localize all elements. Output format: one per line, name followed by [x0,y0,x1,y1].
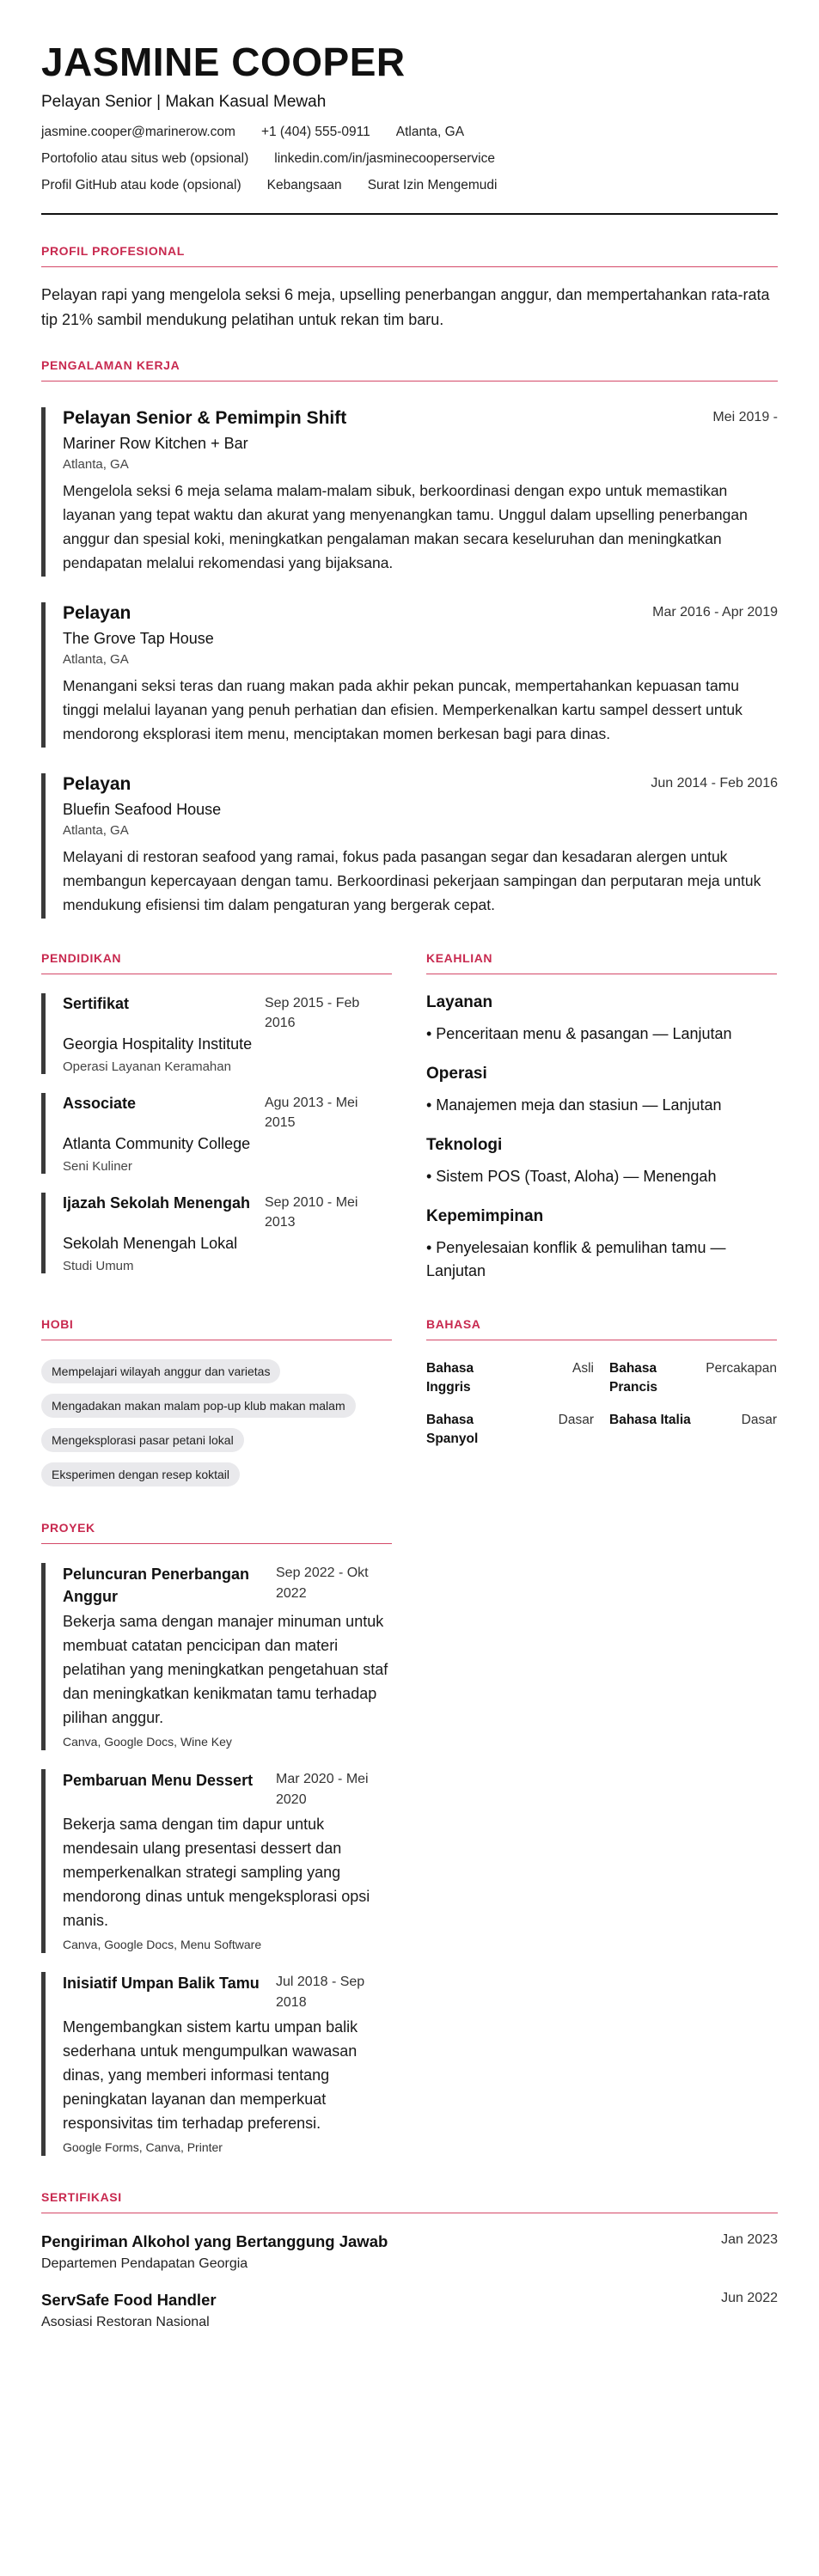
section-title: PROFIL PROFESIONAL [41,244,778,267]
section-title: PENGALAMAN KERJA [41,358,778,382]
certification-name: Pengiriman Alkohol yang Bertanggung Jawab [41,2232,388,2250]
field-of-study: Studi Umum [63,1259,134,1273]
candidate-headline: Pelayan Senior | Makan Kasual Mewah [41,93,327,111]
project-tools: Canva, Google Docs, Wine Key [63,1735,232,1749]
language-item [426,1411,594,1449]
language-list [426,1359,777,1449]
experience-item [41,407,778,577]
skill-item: • Manajemen meja dan stasiun — Lanjutan [426,1096,722,1114]
email-link[interactable]: jasmine.cooper@marinerow.com [41,125,235,139]
skill-item: • Sistem POS (Toast, Aloha) — Menengah [426,1168,717,1185]
certifications-section [41,2190,778,2330]
contact-row [41,150,778,168]
education-dates: Sep 2010 - Mei 2013 [264,1195,358,1230]
experience-section [41,358,778,919]
job-title: Pelayan [63,603,131,623]
degree-title: Associate [63,1095,137,1112]
skill-category-name: Layanan [426,993,493,1011]
section-title: HOBI [41,1317,392,1340]
company-name: Mariner Row Kitchen + Bar [63,435,248,452]
skill-category-name: Kepemimpinan [426,1207,544,1225]
certification-issuer: Departemen Pendapatan Georgia [41,2256,248,2271]
hobby-tag: Mempelajari wilayah anggur dan varietas [41,1359,280,1383]
company-name: The Grove Tap House [63,630,214,647]
skill-category-name: Teknologi [426,1136,503,1154]
language-item [609,1411,777,1449]
contact-row [41,177,778,194]
school-name: Sekolah Menengah Lokal [63,1235,238,1252]
school-name: Georgia Hospitality Institute [63,1035,253,1053]
language-level: Asli [572,1361,594,1376]
skill-item: • Penceritaan menu & pasangan — Lanjutan [426,1025,732,1042]
project-name: Pembaruan Menu Dessert [63,1772,254,1789]
driving-license: Surat Izin Mengemudi [367,178,498,192]
skill-category [426,1207,777,1283]
section-title: PENDIDIKAN [41,951,392,974]
education-dates: Agu 2013 - Mei 2015 [264,1096,358,1130]
language-name: Bahasa Prancis [609,1361,658,1395]
job-location: Atlanta, GA [63,457,129,472]
projects-section [41,1521,392,2156]
language-level: Dasar [741,1413,777,1427]
skill-category [426,993,777,1046]
education-section [41,951,392,1283]
education-skills-row [41,951,778,1283]
company-name: Bluefin Seafood House [63,801,222,818]
portfolio-link[interactable]: Portofolio atau situs web (opsional) [41,151,249,166]
language-name: Bahasa Italia [609,1413,691,1427]
project-tools: Google Forms, Canva, Printer [63,2140,223,2154]
project-description: Mengembangkan sistem kartu umpan balik sederhana untuk mengumpulkan wawasan dinas, yang memberi informasi tentang peningkatan layanan dan memperkuat responsivitas tim terhadap preferensi. [63,2018,358,2132]
project-item [41,1769,392,1953]
project-tools: Canva, Google Docs, Menu Software [63,1938,262,1951]
experience-item [41,773,778,919]
language-level: Dasar [558,1413,594,1427]
job-dates: Jun 2014 - Feb 2016 [651,776,778,791]
language-level: Percakapan [706,1361,777,1376]
experience-item [41,602,778,748]
linkedin-link[interactable]: linkedin.com/in/jasminecooperservice [274,151,495,166]
nationality: Kebangsaan [266,178,342,192]
project-dates: Mar 2020 - Mei 2020 [276,1772,369,1807]
skill-item: • Penyelesaian konflik & pemulihan tamu — Lanjutan [426,1239,726,1279]
summary-section [41,244,778,333]
education-dates: Sep 2015 - Feb 2016 [264,996,360,1030]
summary-text: Pelayan rapi yang mengelola seksi 6 meja, upselling penerbangan anggur, dan mempertahankan rata-rata tip 21% sambil mendukung pelatihan untuk rekan tim baru. [41,286,770,328]
certification-name: ServSafe Food Handler [41,2291,217,2309]
job-dates: Mar 2016 - Apr 2019 [652,605,778,620]
certification-item [41,2232,778,2272]
language-name: Bahasa Spanyol [426,1413,479,1446]
skill-category [426,1136,777,1188]
school-name: Atlanta Community College [63,1135,251,1152]
project-item [41,1563,392,1750]
resume-header [41,40,778,215]
degree-title: Sertifikat [63,995,130,1012]
certification-date: Jun 2022 [721,2291,778,2305]
certification-item [41,2291,778,2330]
job-location: Atlanta, GA [63,823,129,838]
section-title: PROYEK [41,1521,392,1544]
job-description: Mengelola seksi 6 meja selama malam-malam sibuk, berkoordinasi dengan expo untuk memastikan layanan yang tepat waktu dan akurat yang menyenangkan tamu. Unggul dalam upselling penerbangan anggur dan spesial koki, meningkatkan pengalaman makan secara keseluruhan dan meningkatkan pendapatan melalui rekomendasi yang bijaksana. [63,482,748,571]
section-title: KEAHLIAN [426,951,777,974]
job-dates: Mei 2019 - [712,410,778,424]
skill-category [426,1065,777,1117]
hobby-list [41,1349,392,1486]
language-item [426,1359,594,1397]
github-link[interactable]: Profil GitHub atau kode (opsional) [41,178,241,192]
contact-row [41,124,778,141]
project-name: Peluncuran Penerbangan Anggur [63,1566,250,1605]
hobbies-section [41,1317,392,1486]
header-divider [41,213,778,215]
skill-category-name: Operasi [426,1065,487,1083]
hobby-tag: Mengeksplorasi pasar petani lokal [41,1428,244,1452]
phone-number: +1 (404) 555-0911 [260,125,370,139]
section-title: SERTIFIKASI [41,2190,778,2213]
certification-issuer: Asosiasi Restoran Nasional [41,2315,210,2329]
project-dates: Jul 2018 - Sep 2018 [276,1975,365,2010]
project-item [41,1972,392,2156]
job-title: Pelayan [63,774,131,794]
languages-section [426,1317,777,1486]
project-description: Bekerja sama dengan tim dapur untuk mendesain ulang presentasi dessert dan memperkenalkan strategi sampling yang mendorong dinas untuk mengeksplorasi opsi manis. [63,1816,370,1929]
education-item [41,993,392,1074]
language-name: Bahasa Inggris [426,1361,474,1395]
hobby-tag: Eksperimen dengan resep koktail [41,1462,240,1486]
certification-date: Jan 2023 [721,2232,778,2247]
hobby-tag: Mengadakan makan malam pop-up klub makan malam [41,1394,356,1418]
project-name: Inisiatif Umpan Balik Tamu [63,1975,260,1992]
degree-title: Ijazah Sekolah Menengah [63,1194,251,1212]
candidate-name: JASMINE COOPER [41,40,406,84]
contact-info [41,124,778,194]
project-description: Bekerja sama dengan manajer minuman untuk membuat catatan pencicipan dan materi pelatihan yang meningkatkan pengetahuan staf dan meningkatkan kenikmatan tamu terhadap pilihan anggur. [63,1613,388,1726]
skills-section [426,951,777,1283]
job-description: Menangani seksi teras dan ruang makan pada akhir pekan puncak, mempertahankan kepuasan tamu tinggi melalui layanan yang penuh perhatian dan efisien. Memperkenalkan kartu sampel dessert untuk mendorong eksplorasi item menu, menciptakan momen berkesan bagi para dinas. [63,677,743,742]
project-dates: Sep 2022 - Okt 2022 [276,1566,369,1601]
job-description: Melayani di restoran seafood yang ramai, fokus pada pasangan segar dan kesadaran alergen untuk membangun kepercayaan dengan tamu. Berkoordinasi pekerjaan sampingan dan perputaran meja untuk mendukung efisiensi tim dalam pengaturan yang bergerak cepat. [63,848,761,913]
language-item [609,1359,777,1397]
field-of-study: Operasi Layanan Keramahan [63,1059,231,1074]
section-title: BAHASA [426,1317,777,1340]
field-of-study: Seni Kuliner [63,1159,132,1174]
job-location: Atlanta, GA [63,652,129,667]
hobbies-languages-row [41,1317,778,1486]
education-item [41,1193,392,1273]
job-title: Pelayan Senior & Pemimpin Shift [63,408,347,428]
location: Atlanta, GA [395,125,465,139]
education-item [41,1093,392,1174]
